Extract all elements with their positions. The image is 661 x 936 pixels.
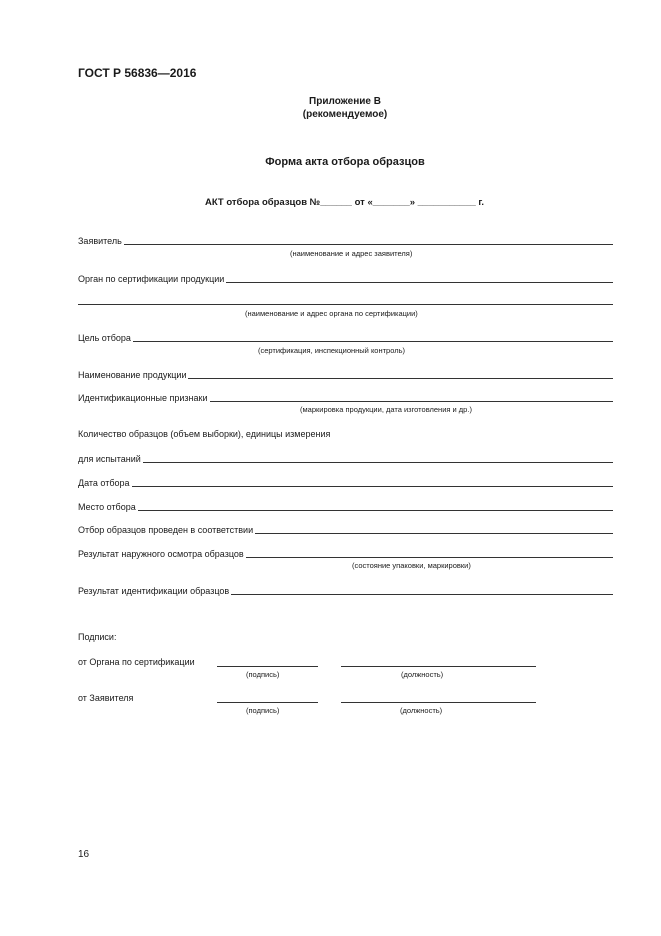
page-number: 16	[78, 849, 90, 860]
cert-body-label: Орган по сертификации продукции	[78, 274, 225, 284]
purpose-field[interactable]	[133, 332, 613, 342]
inspection-field[interactable]	[246, 548, 613, 558]
for-tests-field[interactable]	[143, 453, 613, 463]
applicant-signatory-label: от Заявителя	[78, 693, 134, 703]
ident-features-hint: (маркировка продукции, дата изготовления и др.)	[300, 405, 472, 414]
applicant-row	[78, 234, 613, 246]
purpose-row	[78, 331, 613, 343]
purpose-label: Цель отбора	[78, 333, 131, 343]
applicant-signature-hint: (подпись)	[246, 706, 280, 715]
cert-body-hint: (наименование и адрес органа по сертификации)	[245, 309, 418, 318]
quantity-label: Количество образцов (объем выборки), единицы измерения	[78, 429, 331, 439]
sampling-place-row	[78, 500, 613, 512]
for-tests-row	[78, 452, 613, 464]
cert-body-position-field[interactable]	[341, 666, 536, 667]
identification-label: Результат идентификации образцов	[78, 586, 230, 596]
cert-body-row	[78, 272, 613, 284]
sampling-date-field[interactable]	[132, 477, 613, 487]
applicant-hint: (наименование и адрес заявителя)	[290, 249, 413, 258]
identification-field[interactable]	[231, 585, 613, 595]
applicant-label: Заявитель	[78, 236, 122, 246]
document-code: ГОСТ Р 56836—2016	[78, 66, 197, 80]
cert-body-position-hint: (должность)	[401, 670, 444, 679]
annex-title: Приложение В	[309, 96, 381, 107]
sampling-date-label: Дата отбора	[78, 478, 130, 488]
for-tests-label: для испытаний	[78, 454, 141, 464]
inspection-hint: (состояние упаковки, маркировки)	[352, 561, 471, 570]
cert-body-signature-field[interactable]	[217, 666, 318, 667]
sampling-place-label: Место отбора	[78, 502, 136, 512]
applicant-field[interactable]	[124, 235, 613, 245]
inspection-row	[78, 547, 613, 559]
form-title: Форма акта отбора образцов	[265, 156, 425, 168]
product-name-label: Наименование продукции	[78, 370, 187, 380]
sampling-place-field[interactable]	[138, 501, 613, 511]
inspection-label: Результат наружного осмотра образцов	[78, 549, 244, 559]
annex-subtitle: (рекомендуемое)	[302, 109, 388, 120]
ident-features-label: Идентификационные признаки	[78, 393, 208, 403]
conformity-label: Отбор образцов проведен в соответствии	[78, 525, 254, 535]
annex-heading	[0, 95, 661, 121]
conformity-field[interactable]	[255, 524, 613, 534]
purpose-hint: (сертификация, инспекционный контроль)	[258, 346, 406, 355]
applicant-position-hint: (должность)	[400, 706, 443, 715]
cert-body-signatory-label: от Органа по сертификации	[78, 657, 195, 667]
product-name-field[interactable]	[188, 369, 613, 379]
signatures-title: Подписи:	[78, 632, 117, 642]
cert-body-signature-hint: (подпись)	[246, 670, 280, 679]
act-title: АКТ отбора образцов №______ от «_______» ___________ г.	[205, 197, 485, 208]
ident-features-field[interactable]	[210, 392, 614, 402]
applicant-position-field[interactable]	[341, 702, 536, 703]
applicant-signature-field[interactable]	[217, 702, 318, 703]
identification-row	[78, 584, 613, 596]
cert-body-field[interactable]	[226, 273, 613, 283]
product-name-row	[78, 368, 613, 380]
sampling-date-row	[78, 476, 613, 488]
ident-features-row	[78, 391, 613, 403]
conformity-row	[78, 523, 613, 535]
cert-body-field-2[interactable]	[78, 304, 613, 305]
